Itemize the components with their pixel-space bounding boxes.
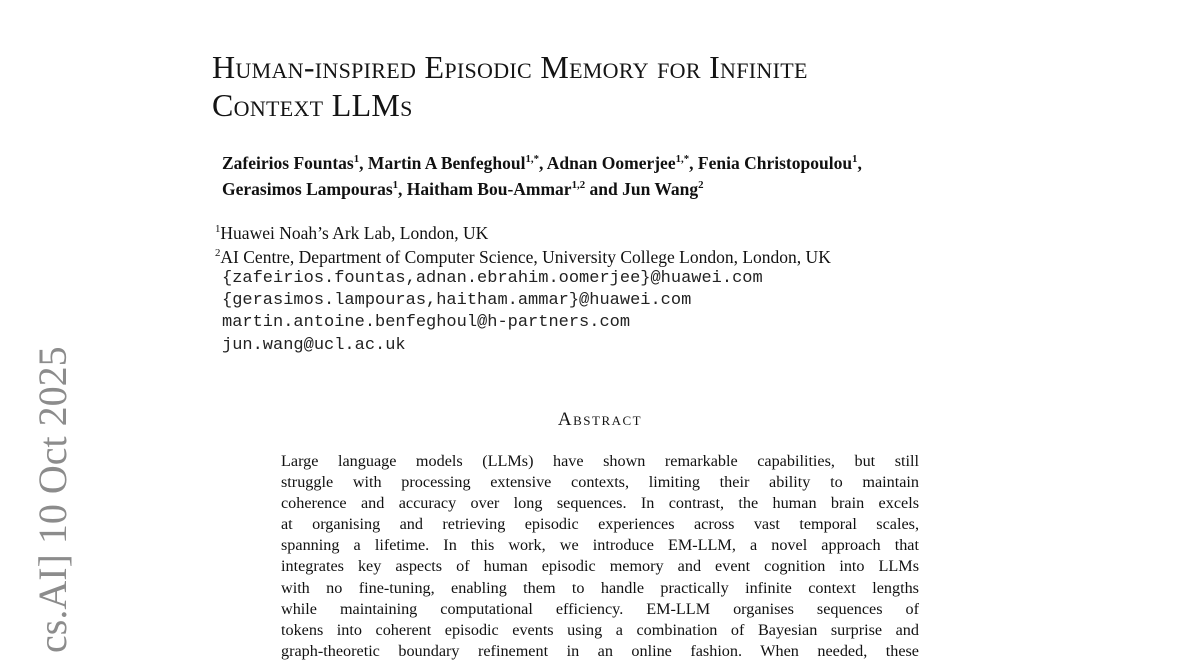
paper-title-line-2: Context LLMs — [212, 87, 413, 123]
author-affiliation-sup: 1 — [392, 179, 399, 192]
author: Martin A Benfeghoul$^{1,*}$ — [367, 153, 539, 173]
email: martin.antoine.benfeghoul@h-partners.com — [222, 313, 631, 333]
abstract-line: graph-theoretic boundary refinement in an online fashion. When needed, these — [281, 641, 919, 660]
arxiv-watermark: cs.AI] 10 Oct 2025 — [30, 346, 75, 653]
email: {zafeirios.fountas,adnan.ebrahim.oomerjee}@huawei.com — [222, 269, 763, 288]
author: Adnan Oomerjee$^{1,*}$ — [546, 153, 690, 173]
abstract-line: Large language models (LLMs) have shown remarkable capabilities, but still — [281, 452, 919, 470]
author-affiliation-sup: 1 — [852, 153, 858, 166]
email-list — [222, 268, 763, 357]
author-list — [222, 150, 862, 202]
author-affiliation-sup: 2 — [698, 179, 704, 192]
abstract-line: with no fine-tuning, enabling them to handle practically infinite context lengths — [281, 578, 919, 597]
author-line: Gerasimos Lampouras$^1$, Haitham Bou-Ammar$^{1,2}$ and Jun Wang$^2$ — [222, 179, 704, 199]
abstract-line: while maintaining computational efficiency. EM-LLM organises sequences of — [281, 599, 919, 618]
paper-title — [212, 48, 808, 124]
abstract-body — [281, 451, 919, 662]
author-affiliation-sup: 1 — [353, 153, 360, 166]
affiliation-sup: 2 — [215, 247, 221, 260]
abstract-line: integrates key aspects of human episodic memory and event cognition into LLMs — [281, 557, 919, 576]
abstract-line: spanning a lifetime. In this work, we introduce EM-LLM, a novel approach that — [281, 536, 919, 555]
affiliation-sup: 1 — [215, 223, 221, 236]
affiliation: $^2$AI Centre, Department of Computer Science, University College London, London, UK — [215, 247, 831, 267]
author-affiliation-sup: 1,2 — [571, 179, 586, 192]
abstract-line: tokens into coherent episodic events using a combination of Bayesian surprise and — [281, 620, 919, 639]
author: Jun Wang$^2$ — [622, 179, 704, 199]
email: {gerasimos.lampouras,haitham.ammar}@huawei.com — [222, 291, 692, 311]
abstract-heading: Abstract — [557, 409, 643, 430]
author-affiliation-sup: 1,* — [525, 153, 539, 166]
affiliation-list — [215, 221, 831, 269]
affiliation: $^1$Huawei Noah’s Ark Lab, London, UK — [215, 223, 489, 243]
author: Zafeirios Fountas$^1$ — [222, 153, 360, 173]
abstract-line: at organising and retrieving episodic experiences across vast temporal scales, — [281, 515, 919, 534]
abstract-line: coherence and accuracy over long sequences. In contrast, the human brain excels — [281, 494, 919, 513]
paper-title-line-1: Human-inspired Episodic Memory for Infinite — [212, 49, 808, 85]
author-line: Zafeirios Fountas$^1$, Martin A Benfeghoul$^{1,*}$, Adnan Oomerjee$^{1,*}$, Fenia Christopoulou$^1$, — [222, 153, 862, 173]
author-affiliation-sup: 1,* — [675, 153, 690, 166]
author: Haitham Bou-Ammar$^{1,2}$ — [406, 179, 586, 199]
author: Gerasimos Lampouras$^1$ — [222, 179, 399, 199]
abstract-line: struggle with processing extensive contexts, limiting their ability to maintain — [281, 473, 919, 492]
email: jun.wang@ucl.ac.uk — [222, 335, 406, 355]
author: Fenia Christopoulou$^1$ — [697, 153, 858, 173]
